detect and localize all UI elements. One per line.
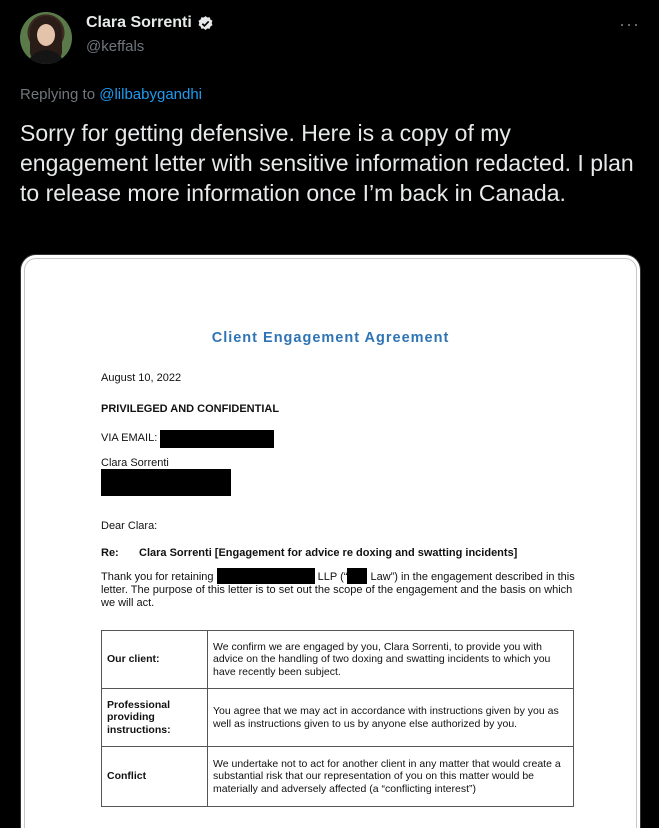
replying-to [20, 86, 202, 103]
engagement-terms-table [101, 630, 574, 807]
intro-part-1: Thank you for retaining [101, 571, 214, 583]
table-row [102, 689, 574, 747]
author-handle[interactable]: @keffals [86, 38, 145, 55]
redaction-address [101, 469, 231, 496]
reply-mention-link[interactable]: @lilbabygandhi [99, 86, 203, 103]
attached-image[interactable] [20, 254, 641, 828]
table-text: You agree that we may act in accordance with instructions given by you as well as instructions given to us by anyone else authorized by you. [208, 689, 574, 747]
tweet-text: Sorry for getting defensive. Here is a copy of my engagement letter with sensitive information redacted. I plan to release more information once I’m back in Canada. [20, 120, 634, 206]
redaction-firm-name [217, 568, 315, 584]
tweet-header [20, 12, 640, 68]
author-display-name[interactable]: Clara Sorrenti [86, 14, 192, 31]
document-privileged-heading: PRIVILEGED AND CONFIDENTIAL [101, 403, 280, 415]
document-re-text: Clara Sorrenti [Engagement for advice re doxing and swatting incidents] [139, 547, 518, 559]
intro-part-2: LLP (“ [317, 571, 348, 583]
document-intro-paragraph [101, 568, 577, 609]
replying-to-prefix: Replying to [20, 86, 96, 103]
document-client-name: Clara Sorrenti [101, 457, 169, 469]
table-text: We undertake not to act for another client in any matter that would create a substantial risk that our representation of you on this matter would be materially and adversely affected (a “conflicting interest”) [208, 747, 574, 807]
document-re-label: Re: [101, 547, 119, 559]
avatar-face [37, 24, 55, 46]
table-row [102, 631, 574, 689]
redaction-firm-short [347, 568, 367, 584]
name-row [86, 14, 214, 32]
document-date: August 10, 2022 [101, 372, 182, 384]
redaction-email [160, 430, 274, 448]
table-text: We confirm we are engaged by you, Clara Sorrenti, to provide you with advice on the handling of two doxing and swatting incidents to which you have recently been subject. [208, 631, 574, 689]
table-label: Our client: [102, 631, 208, 689]
document-title: Client Engagement Agreement [211, 330, 450, 346]
table-row [102, 747, 574, 807]
verified-badge-icon [197, 15, 214, 32]
document-salutation: Dear Clara: [101, 520, 158, 532]
avatar[interactable] [20, 12, 72, 64]
document-via-email: VIA EMAIL: [101, 432, 158, 444]
table-label: Professional providing instructions: [102, 689, 208, 747]
table-label: Conflict [102, 747, 208, 807]
intro-part-3: Law”) in the engagement described in this letter. The purpose of this letter is to set out the scope of the engagement and the basis on which we will act. [101, 571, 575, 609]
more-horizontal-icon[interactable]: ··· [619, 14, 640, 34]
